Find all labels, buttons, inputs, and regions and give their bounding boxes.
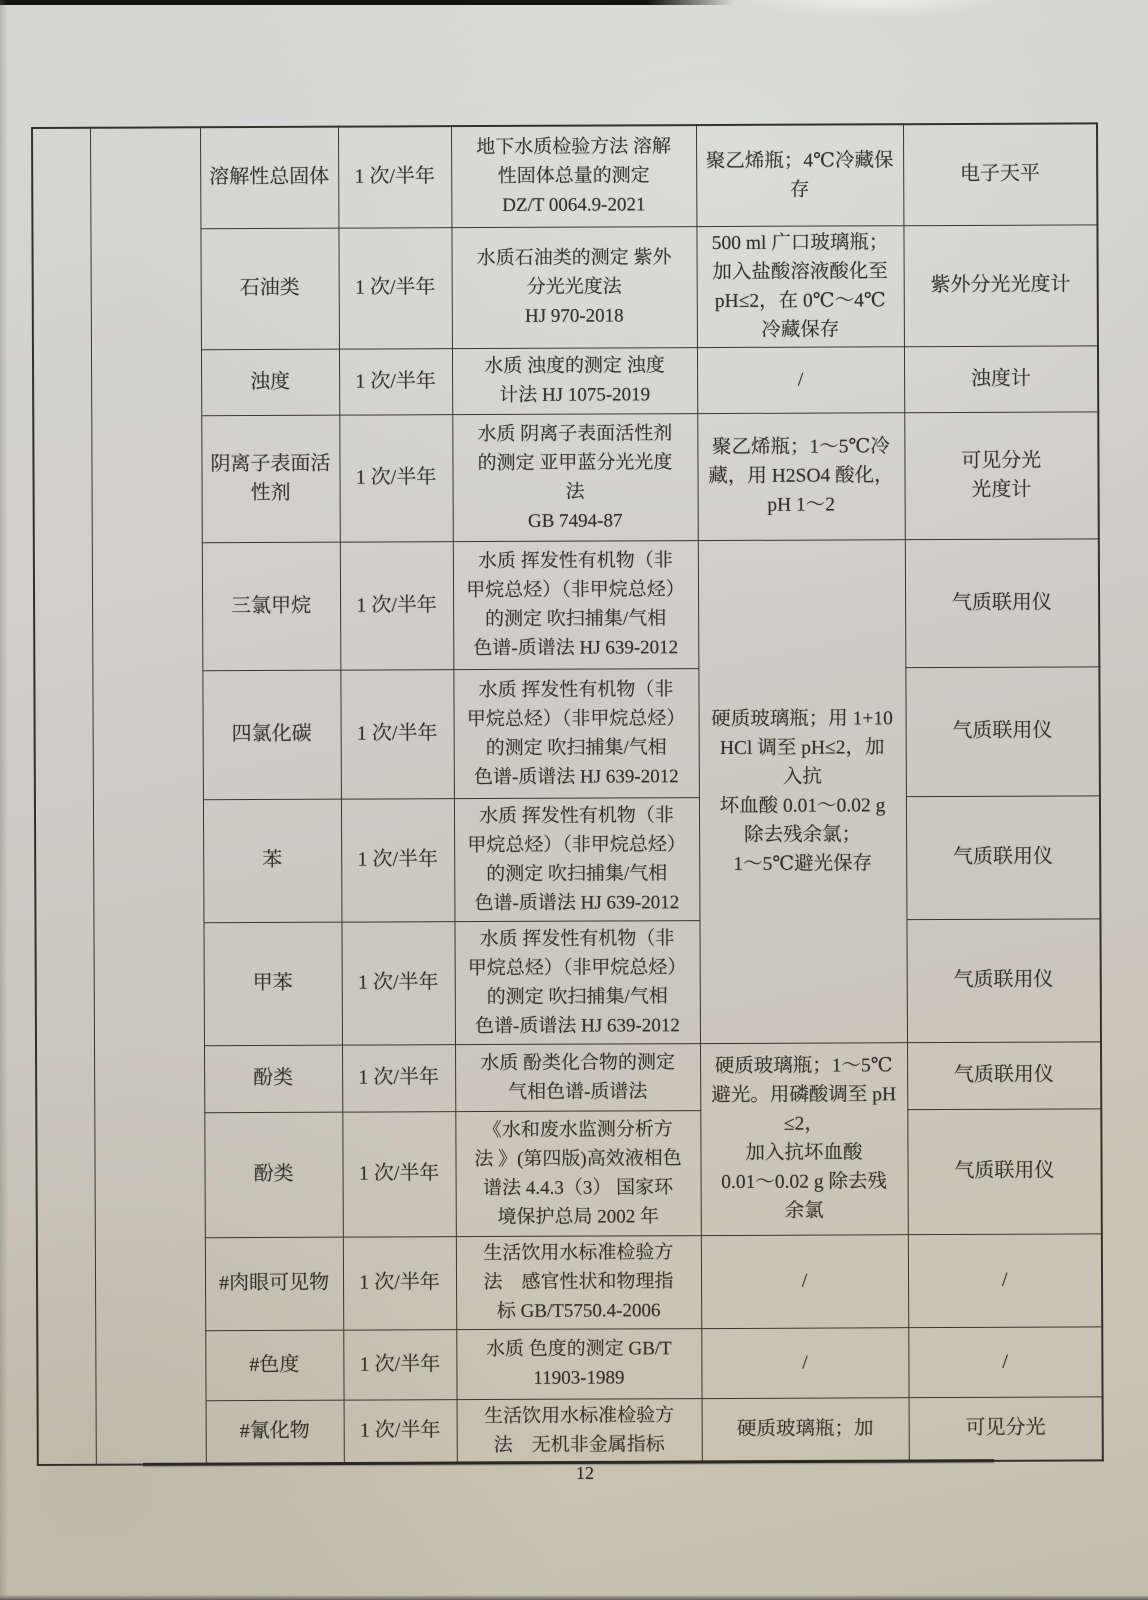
table-row bbox=[32, 123, 1097, 229]
cell-method: 生活饮用水标准检验方 法 感官性状和物理指 标 GB/T5750.4-2006 bbox=[456, 1235, 701, 1329]
cell-frequency: 1 次/半年 bbox=[340, 669, 454, 798]
cell-method: 《水和废水监测分析方 法 》(第四版)高效液相色 谱法 4.4.3（3） 国家环 境保护总局 2002 年 bbox=[455, 1110, 701, 1236]
cell-parameter: 酚类 bbox=[204, 1112, 343, 1238]
cell-instrument: / bbox=[908, 1233, 1102, 1327]
cell-parameter: 溶解性总固体 bbox=[200, 127, 338, 229]
cell-preservation: 聚乙烯瓶；4℃冷藏保 存 bbox=[696, 124, 903, 226]
cell-parameter: #氰化物 bbox=[206, 1400, 344, 1464]
cell-method: 水质 浊度的测定 浊度 计法 HJ 1075-2019 bbox=[452, 347, 697, 414]
cell-method: 水质 挥发性有机物（非 甲烷总烃）（非甲烷总烃） 的测定 吹扫捕集/气相 色谱-质谱法 HJ 639-2012 bbox=[454, 920, 700, 1044]
cell-method: 水质石油类的测定 紫外 分光光度法 HJ 970-2018 bbox=[451, 226, 697, 348]
scan-artifact-light-blob bbox=[700, 0, 1045, 24]
cell-preservation-merged: 硬质玻璃瓶；用 1+10 HCl 调至 pH≤2，加 入抗 坏血酸 0.01～0.02 g 除去残余氯； 1～5℃避光保存 bbox=[698, 539, 907, 1043]
cell-frequency: 1 次/半年 bbox=[344, 1399, 457, 1463]
cell-preservation: / bbox=[697, 346, 904, 413]
cell-instrument: 可见分光 bbox=[909, 1396, 1103, 1460]
cell-frequency: 1 次/半年 bbox=[338, 126, 451, 227]
monitoring-table bbox=[31, 122, 1102, 1465]
cell-preservation: 硬质玻璃瓶；加 bbox=[702, 1397, 909, 1461]
cell-instrument: 紫外分光光度计 bbox=[903, 224, 1098, 346]
cell-method: 水质 挥发性有机物（非 甲烷总烃）（非甲烷总烃） 的测定 吹扫捕集/气相 色谱-质谱法 HJ 639-2012 bbox=[453, 540, 699, 669]
cell-method: 水质 挥发性有机物（非 甲烷总烃）（非甲烷总烃） 的测定 吹扫捕集/气相 色谱-质谱法 HJ 639-2012 bbox=[454, 797, 700, 921]
cell-parameter: 三氯甲烷 bbox=[202, 542, 341, 671]
cell-instrument: 可见分光 光度计 bbox=[904, 411, 1099, 539]
cell-preservation: / bbox=[701, 1327, 908, 1398]
cell-method: 地下水质检验方法 溶解 性固体总量的测定 DZ/T 0064.9-2021 bbox=[451, 125, 696, 227]
cell-instrument: 气质联用仪 bbox=[905, 538, 1100, 667]
cell-preservation: / bbox=[701, 1234, 908, 1328]
cell-frequency: 1 次/半年 bbox=[342, 1111, 456, 1236]
empty-group-column-2 bbox=[90, 127, 206, 1464]
cell-instrument: 气质联用仪 bbox=[907, 1108, 1102, 1234]
cell-parameter: 阴离子表面活 性剂 bbox=[201, 415, 340, 543]
cell-frequency: 1 次/半年 bbox=[339, 348, 452, 414]
cell-parameter: 苯 bbox=[203, 799, 342, 923]
cell-frequency: 1 次/半年 bbox=[342, 1044, 455, 1111]
cell-frequency: 1 次/半年 bbox=[341, 798, 455, 921]
cell-method: 水质 阴离子表面活性剂 的测定 亚甲蓝分光光度 法 GB 7494-87 bbox=[452, 413, 698, 541]
cell-instrument: 气质联用仪 bbox=[906, 918, 1101, 1042]
cell-parameter: 浊度 bbox=[201, 349, 339, 416]
scan-artifact-bottom-strip bbox=[0, 1595, 1148, 1600]
cell-parameter: 甲苯 bbox=[203, 922, 342, 1046]
scan-artifact-top-strip bbox=[0, 0, 735, 5]
cell-frequency: 1 次/半年 bbox=[341, 921, 455, 1044]
cell-instrument: 气质联用仪 bbox=[906, 795, 1101, 919]
cell-frequency: 1 次/半年 bbox=[340, 541, 454, 669]
cell-parameter: #肉眼可见物 bbox=[205, 1237, 343, 1331]
scan-artifact-left-shade bbox=[0, 0, 8, 1600]
cell-frequency: 1 次/半年 bbox=[338, 227, 452, 348]
cell-instrument: 电子天平 bbox=[903, 123, 1097, 225]
cell-preservation: 500 ml 广口玻璃瓶； 加入盐酸溶液酸化至 pH≤2，在 0℃～4℃ 冷藏保存 bbox=[696, 225, 904, 347]
cell-method: 水质 酚类化合物的测定 气相色谱-质谱法 bbox=[455, 1043, 700, 1111]
cell-instrument: 浊度计 bbox=[904, 345, 1098, 412]
cell-instrument: 气质联用仪 bbox=[905, 666, 1100, 796]
cell-method: 水质 色度的测定 GB/T 11903-1989 bbox=[456, 1328, 701, 1399]
cell-parameter: 石油类 bbox=[200, 228, 339, 350]
empty-group-column-1 bbox=[32, 128, 96, 1465]
cell-method: 水质 挥发性有机物（非 甲烷总烃）（非甲烷总烃） 的测定 吹扫捕集/气相 色谱-质谱法 HJ 639-2012 bbox=[453, 668, 699, 798]
cell-preservation-merged: 硬质玻璃瓶；1～5℃ 避光。用磷酸调至 pH ≤2， 加入抗坏血酸 0.01～0.02 g 除去残 余氯 bbox=[700, 1042, 908, 1235]
cell-parameter: 酚类 bbox=[204, 1045, 342, 1113]
cell-method: 生活饮用水标准检验方 法 无机非金属指标 bbox=[457, 1398, 702, 1463]
cell-parameter: #色度 bbox=[205, 1330, 343, 1401]
cell-frequency: 1 次/半年 bbox=[343, 1329, 456, 1399]
cell-instrument: / bbox=[908, 1326, 1102, 1397]
page-number: 12 bbox=[576, 1463, 594, 1483]
cell-parameter: 四氯化碳 bbox=[202, 670, 341, 800]
cell-frequency: 1 次/半年 bbox=[343, 1236, 456, 1329]
cell-instrument: 气质联用仪 bbox=[907, 1041, 1101, 1109]
cell-frequency: 1 次/半年 bbox=[339, 414, 453, 541]
cell-preservation: 聚乙烯瓶；1～5℃冷 藏，用 H2SO4 酸化， pH 1～2 bbox=[697, 412, 905, 540]
